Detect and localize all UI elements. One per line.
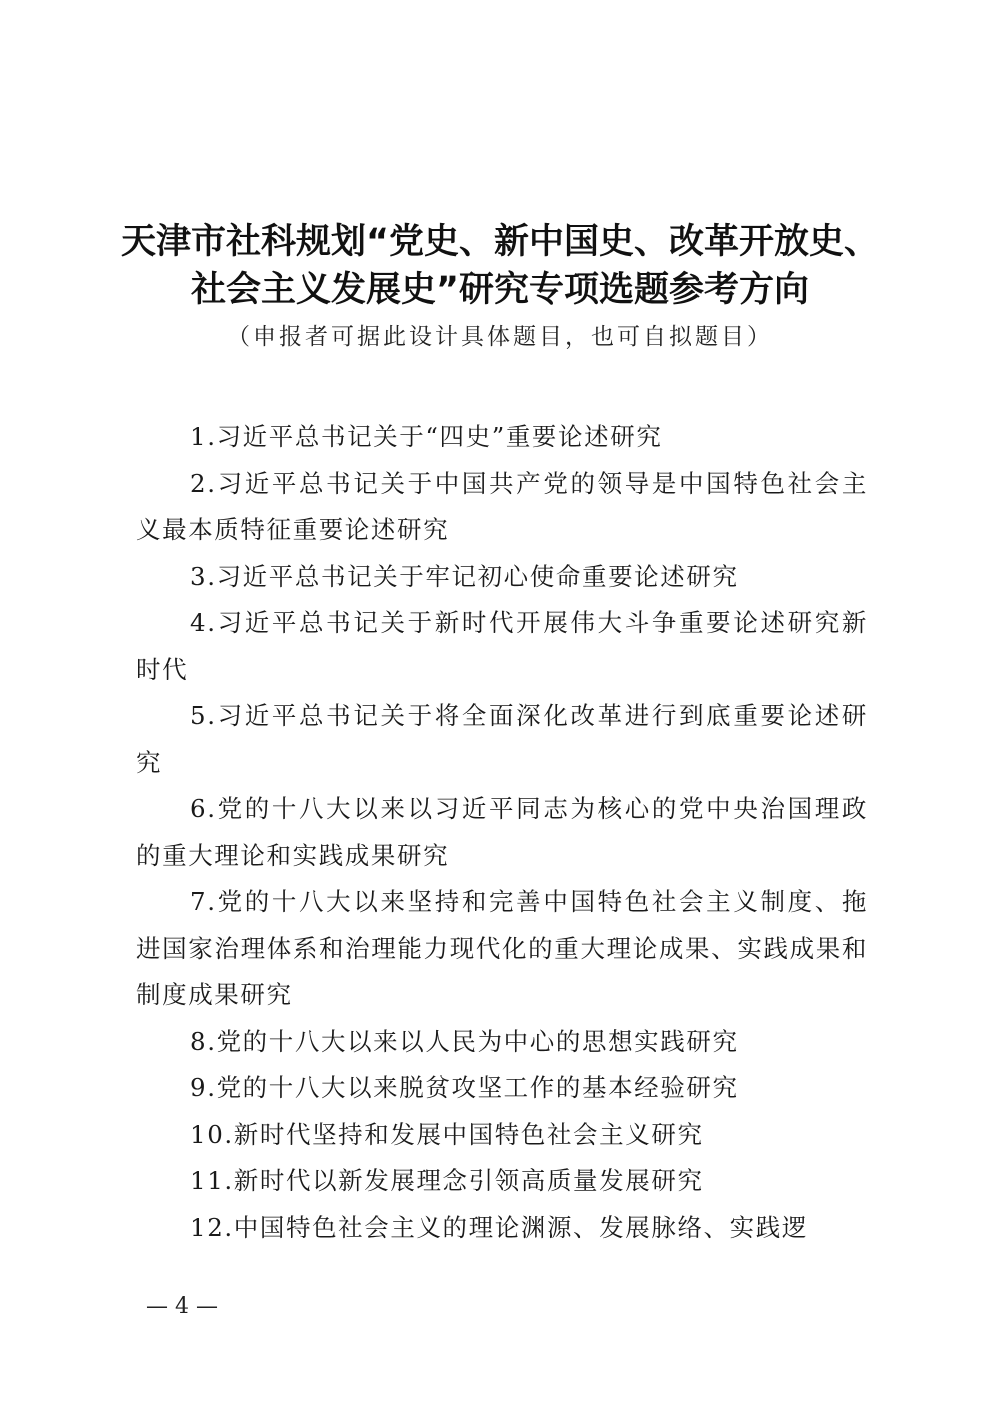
topic-item-7: 7.党的十八大以来坚持和完善中国特色社会主义制度、拖进国家治理体系和治理能力现代化的重大理论成果、实践成果和制度成果研究: [136, 887, 868, 1009]
topic-item-6: 6.党的十八大以来以习近平同志为核心的党中央治国理政的重大理论和实践成果研究: [136, 794, 868, 870]
topic-item-12: 12.中国特色社会主义的理论渊源、发展脉络、实践逻: [190, 1212, 808, 1242]
topic-item-5: 5.习近平总书记关于将全面深化改革进行到底重要论述研究: [136, 701, 868, 777]
topic-item-10: 10.新时代坚持和发展中国特色社会主义研究: [190, 1119, 704, 1149]
topic-item-8: 8.党的十八大以来以人民为中心的思想实践研究: [190, 1026, 739, 1056]
topic-item-1: 1.习近平总书记关于“四史”重要论述研究: [190, 422, 663, 451]
document-title-line-1: 天津市社科规划“党史、新中国史、改革开放史、: [120, 222, 879, 262]
document-header: [100, 218, 900, 354]
topic-item-4: 4.习近平总书记关于新时代开展伟大斗争重要论述研究新时代: [136, 608, 868, 684]
document-title-line-2: 社会主义发展史”研究专项选题参考方向: [190, 270, 809, 310]
topic-item-3: 3.习近平总书记关于牢记初心使命重要论述研究: [190, 561, 739, 591]
topic-item-2: 2.习近平总书记关于中国共产党的领导是中国特色社会主义最本质特征重要论述研究: [136, 468, 868, 544]
page-number: — 4 —: [146, 1294, 218, 1319]
topic-item-11: 11.新时代以新发展理念引领高质量发展研究: [190, 1166, 704, 1195]
topic-item-9: 9.党的十八大以来脱贫攻坚工作的基本经验研究: [190, 1073, 739, 1102]
topic-list: [136, 414, 868, 1251]
document-subtitle: （申报者可据此设计具体题目，也可自拟题目）: [227, 324, 773, 350]
